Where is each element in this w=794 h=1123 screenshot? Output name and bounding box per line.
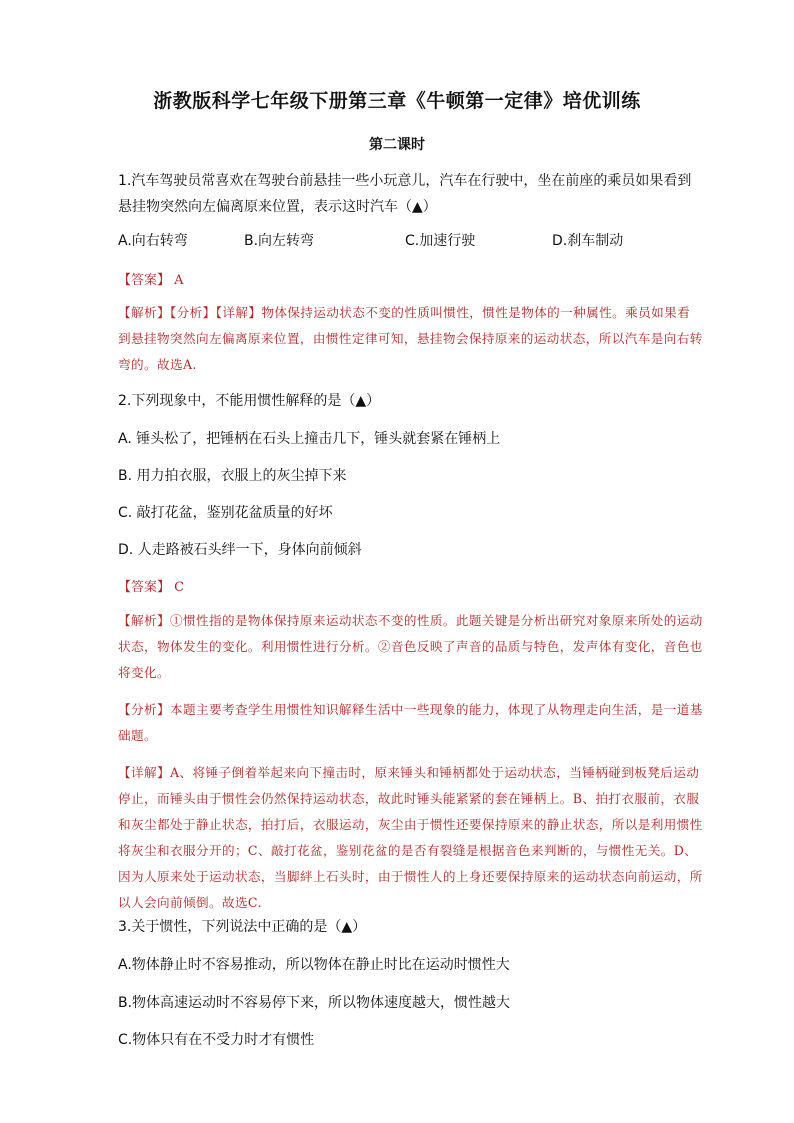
q2-option-c: C. 敲打花盆，鉴别花盆质量的好坏 bbox=[118, 505, 333, 521]
q2-answer: 【答案】 C bbox=[118, 580, 185, 595]
q3-option-c: C.物体只有在不受力时才有惯性 bbox=[118, 1032, 315, 1048]
question-1-options bbox=[118, 228, 703, 254]
q1-option-b: B.向左转弯 bbox=[244, 233, 315, 249]
q2-analysis-explain: 【解析】①惯性指的是物体保持原来运动状态不变的性质。此题关键是分析出研究对象原来所处的运动状态，物体发生的变化。利用惯性进行分析。②音色反映了声音的品质与特色，发声体有变化，音色也将变化。 bbox=[118, 613, 703, 680]
q2-option-d: D. 人走路被石头绊一下，身体向前倾斜 bbox=[118, 542, 362, 558]
q1-analysis: 【解析】【分析】【详解】物体保持运动状态不变的性质叫惯性，惯性是物体的一种属性。乘员如果看到悬挂物突然向左偏离原来位置，由惯性定律可知，悬挂物会保持原来的运动状态，所以汽车是向右转弯的。故选A. bbox=[118, 305, 703, 372]
q1-option-c: C.加速行驶 bbox=[405, 233, 476, 249]
q3-option-a: A.物体静止时不容易推动，所以物体在静止时比在运动时惯性大 bbox=[118, 957, 510, 973]
q1-option-a: A.向右转弯 bbox=[118, 233, 188, 249]
question-3-text: 3.关于惯性，下列说法中正确的是（▲） bbox=[118, 919, 367, 935]
q2-option-a: A. 锤头松了，把锤柄在石头上撞击几下，锤头就套紧在锤柄上 bbox=[118, 431, 501, 447]
lesson-subtitle: 第二课时 bbox=[369, 137, 425, 153]
q2-analysis-summary: 【分析】本题主要考查学生用惯性知识解释生活中一些现象的能力，体现了从物理走向生活，是一道基础题。 bbox=[118, 702, 703, 743]
q1-answer: 【答案】 A bbox=[118, 273, 184, 288]
q1-option-d: D.刹车制动 bbox=[552, 233, 624, 249]
q3-option-b: B.物体高速运动时不容易停下来，所以物体速度越大，惯性越大 bbox=[118, 995, 511, 1011]
question-2-text: 2.下列现象中，不能用惯性解释的是（▲） bbox=[118, 393, 381, 409]
q2-option-b: B. 用力拍衣服，衣服上的灰尘掉下来 bbox=[118, 468, 347, 484]
document-title: 浙教版科学七年级下册第三章《牛顿第一定律》培优训练 bbox=[153, 90, 641, 112]
q2-analysis-detail: 【详解】A、将锤子倒着举起来向下撞击时，原来锤头和锤柄都处于运动状态，当锤柄碰到板凳后运动停止，而锤头由于惯性会仍然保持运动状态，故此时锤头能紧紧的套在锤柄上。B、拍打衣服前，衣服和灰尘都处于静止状态，拍打后，衣服运动，灰尘由于惯性还要保持原来的静止状态，所以是利用惯性将灰尘和衣服分开的；C、敲打花盆，鉴别花盆的是否有裂缝是根据音色来判断的，与惯性无关。D、因为人原来处于运动状态，当脚絆上石头时，由于惯性人的上身还要保持原来的运动状态向前运动，所以人会向前倾倒。故选C. bbox=[118, 765, 703, 910]
question-1-text: 1.汽车驾驶员常喜欢在驾驶台前悬挂一些小玩意儿，汽车在行驶中，坐在前座的乘员如果看到悬挂物突然向左偏离原来位置，表示这时汽车（▲） bbox=[118, 173, 692, 215]
